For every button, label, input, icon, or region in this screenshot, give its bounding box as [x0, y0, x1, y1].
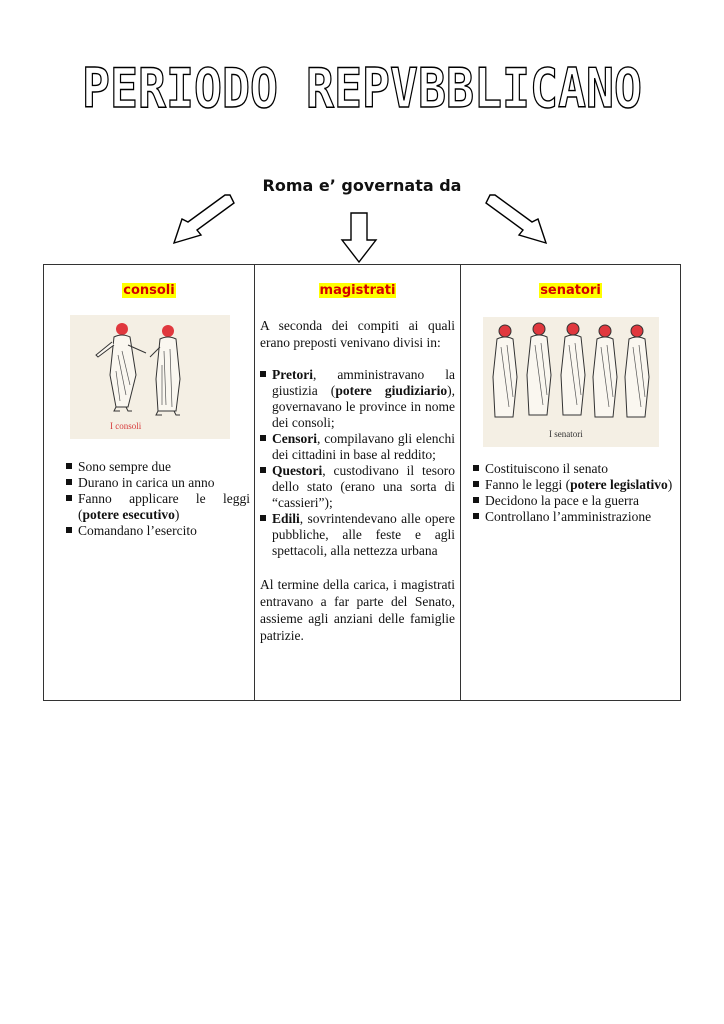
list-item: Questori, custodivano il tesoro dello stato (erano una sorta di “cassieri”);: [260, 463, 455, 511]
magistrati-outro: Al termine della carica, i magistrati entravano a far parte del Senato, assieme agli anziani delle famiglie patrizie.: [260, 577, 455, 643]
column-senatori: [461, 265, 681, 701]
magistrati-intro: A seconda dei compiti ai quali erano preposti venivano divisi in:: [260, 318, 455, 350]
arrow-down-icon: [340, 212, 378, 264]
list-item: Fanno le leggi (potere legislativo): [473, 477, 674, 493]
consoli-list: [66, 459, 250, 539]
list-item: Fanno applicare le leggi (potere esecutivo): [66, 491, 250, 523]
heading-consoli: consoli: [123, 283, 175, 298]
svg-text:I consoli: I consoli: [110, 421, 142, 431]
column-consoli: [44, 265, 255, 701]
list-item: Comandano l’esercito: [66, 523, 250, 539]
magistrati-list: [260, 367, 455, 559]
senatori-list: [473, 461, 674, 525]
senatori-illustration: [483, 317, 659, 447]
svg-text:I senatori: I senatori: [549, 429, 583, 439]
list-item: Censori, compilavano gli elenchi dei cittadini in base al reddito;: [260, 431, 455, 463]
arrow-right-icon: [484, 192, 550, 248]
list-item: Decidono la pace e la guerra: [473, 493, 674, 509]
list-item: Pretori, amministravano la giustizia (potere giudiziario), governavano le province in nome dei consoli;: [260, 367, 455, 431]
subtitle: Roma e’ governata da: [262, 176, 462, 195]
list-item: Durano in carica un anno: [66, 475, 250, 491]
roles-table: [43, 264, 681, 701]
list-item: Edili, sovrintendevano alle opere pubbliche, alle feste e agli spettacoli, alla nettezza urbana: [260, 511, 455, 559]
arrow-left-icon: [170, 192, 236, 248]
page-title: [0, 58, 724, 118]
heading-magistrati: magistrati: [319, 283, 396, 298]
list-item: Costituiscono il senato: [473, 461, 674, 477]
svg-text:PERIODO REPVBBLICANO: PERIODO REPVBBLICANO: [82, 58, 642, 118]
list-item: Sono sempre due: [66, 459, 250, 475]
consoli-illustration: [70, 315, 230, 439]
list-item: Controllano l’amministrazione: [473, 509, 674, 525]
column-magistrati: [255, 265, 461, 701]
heading-senatori: senatori: [540, 283, 601, 298]
